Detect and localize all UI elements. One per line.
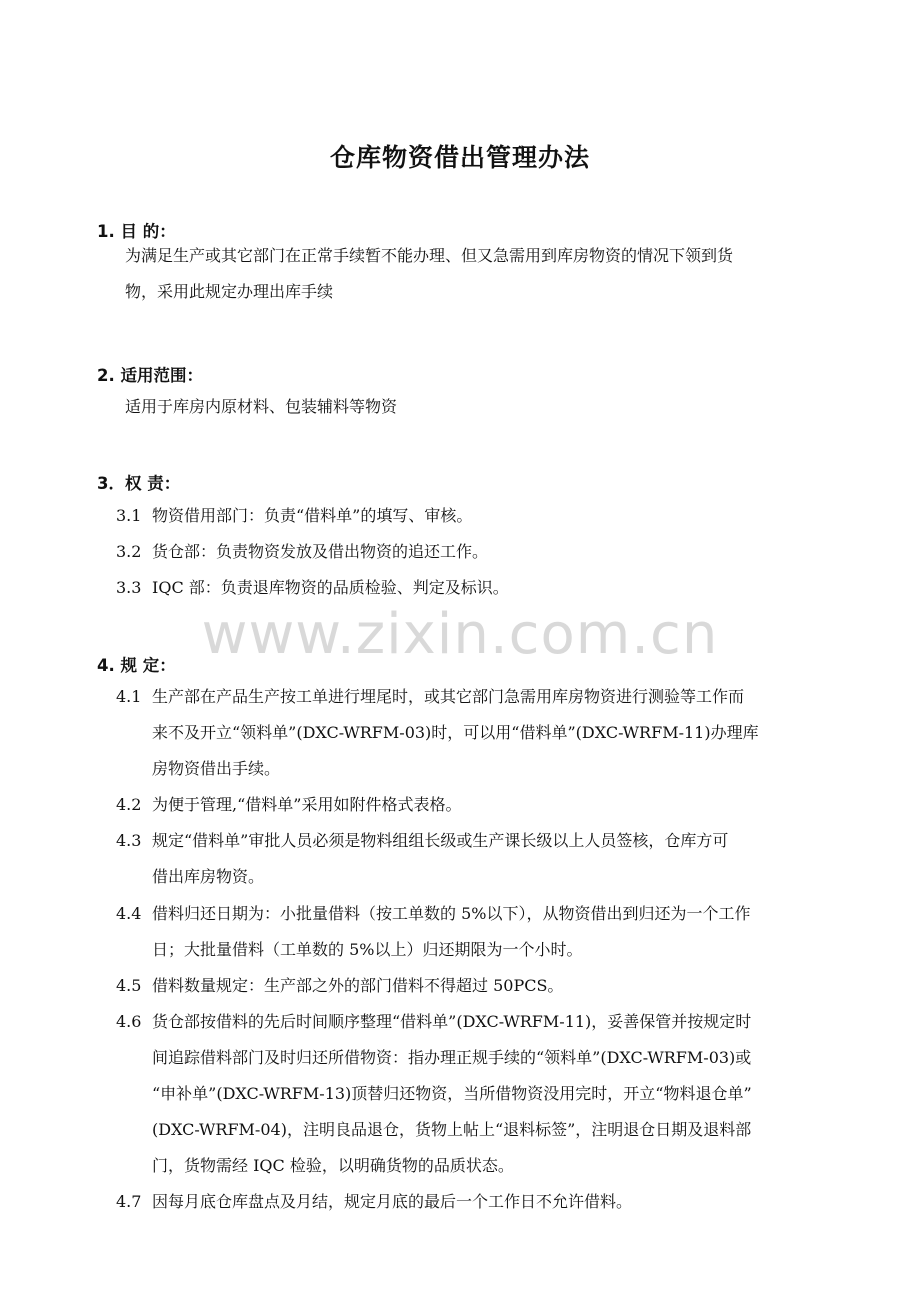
section-heading-purpose: 1. 目 的： [97, 222, 176, 241]
item-text-line: 来不及开立“领料单”(DXC-WRFM-03)时，可以用“借料单”(DXC-WRFM-11)办理库 [152, 723, 759, 742]
paragraph-line: 物，采用此规定办理出库手续 [125, 282, 334, 301]
list-item [116, 896, 841, 968]
item-number: 3.1 [116, 506, 142, 525]
item-text-line: 生产部在产品生产按工单进行埋尾时，或其它部门急需用库房物资进行测验等工作而 [152, 687, 745, 706]
item-number: 3.3 [116, 578, 142, 597]
item-number: 4.6 [116, 1012, 142, 1031]
list-item [116, 498, 841, 534]
item-text: 货仓部：负责物资发放及借出物资的追还工作。 [152, 542, 489, 561]
watermark: www.zixin.com.cn [201, 602, 719, 667]
item-text-line: 房物资借出手续。 [152, 759, 281, 778]
list-item [116, 1184, 841, 1220]
list-item [116, 787, 841, 823]
paragraph-line: 为满足生产或其它部门在正常手续暂不能办理、但又急需用到库房物资的情况下领到货 [125, 246, 734, 265]
item-number: 4.7 [116, 1192, 142, 1211]
section-body-scope [125, 389, 840, 425]
item-number: 4.5 [116, 976, 142, 995]
item-text-line: 为便于管理,“借料单”采用如附件格式表格。 [152, 795, 462, 814]
item-text-line: 因每月底仓库盘点及月结，规定月底的最后一个工作日不允许借料。 [152, 1192, 633, 1211]
item-text-line: 借料数量规定：生产部之外的部门借料不得超过 50PCS。 [152, 976, 564, 995]
item-number: 3.2 [116, 542, 142, 561]
list-item [116, 968, 841, 1004]
item-text: 物资借用部门：负责“借料单”的填写、审核。 [152, 506, 473, 525]
list-item [116, 534, 841, 570]
item-number: 4.2 [116, 795, 142, 814]
list-item [116, 1004, 841, 1184]
item-number: 4.3 [116, 831, 142, 850]
list-item [116, 570, 841, 606]
item-text-line: 货仓部按借料的先后时间顺序整理“借料单”(DXC-WRFM-11)，妥善保管并按规定时 [152, 1012, 752, 1031]
item-text: IQC 部：负责退库物资的品质检验、判定及标识。 [152, 578, 509, 597]
item-text-line: 规定“借料单”审批人员必须是物料组组长级或生产课长级以上人员签核，仓库方可 [152, 831, 729, 850]
list-item [116, 679, 841, 787]
item-text-line: (DXC-WRFM-04)，注明良品退仓，货物上帖上“退料标签”，注明退仓日期及退料部 [152, 1120, 752, 1139]
item-text-line: 间追踪借料部门及时归还所借物资：指办理正规手续的“领料单”(DXC-WRFM-03)或 [152, 1048, 752, 1067]
section-heading-rules: 4. 规 定： [97, 656, 176, 675]
item-text-line: 借出库房物资。 [152, 867, 265, 886]
item-number: 4.1 [116, 687, 142, 706]
item-number: 4.4 [116, 904, 142, 923]
section-heading-scope: 2. 适用范围： [97, 366, 203, 385]
paragraph-line: 适用于库房内原材料、包装辅料等物资 [125, 397, 398, 416]
item-text-line: 日；大批量借料（工单数的 5%以上）归还期限为一个小时。 [152, 940, 583, 959]
section-body-purpose [125, 238, 840, 310]
item-text-line: 借料归还日期为：小批量借料（按工单数的 5%以下），从物资借出到归还为一个工作 [152, 904, 751, 923]
list-item [116, 823, 841, 895]
item-text-line: “申补单”(DXC-WRFM-13)顶替归还物资，当所借物资没用完时，开立“物料退仓单” [152, 1084, 752, 1103]
item-text-line: 门，货物需经 IQC 检验，以明确货物的品质状态。 [152, 1156, 514, 1175]
section-heading-duties: 3．权 责： [97, 474, 181, 493]
document-title: 仓库物资借出管理办法 [329, 143, 590, 172]
